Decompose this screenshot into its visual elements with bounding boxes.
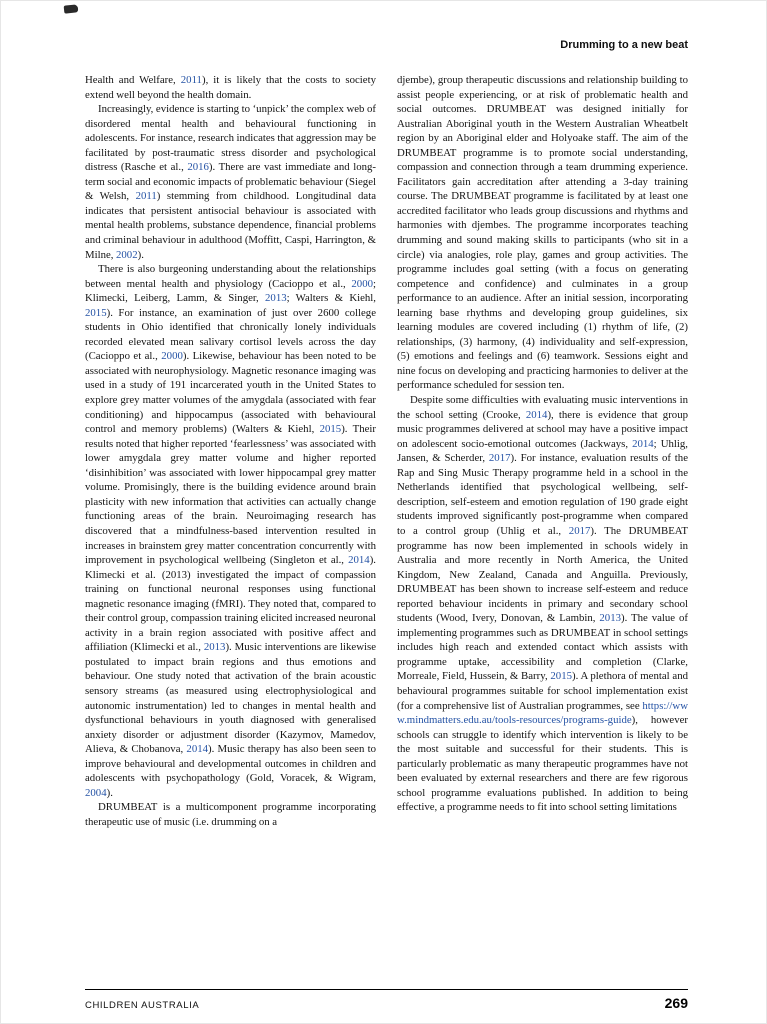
- paragraph: [85, 262, 376, 800]
- citation-link[interactable]: 2014: [525, 408, 548, 421]
- body-text: ). The value of implementing programmes such as DRUMBEAT in school settings includes high reach and extended contact which assists with programme uptake, accessibility and completion (Clarke, Morreale, Field, Hussein, & Barry,: [397, 612, 688, 683]
- article-body: [85, 73, 688, 829]
- body-text: ).: [137, 248, 144, 261]
- running-head: Drumming to a new beat: [560, 39, 688, 51]
- body-text: ), however schools can struggle to identify which intervention is likely to be the most suitable and successful for their students. This is particularly problematic as many therapeutic programmes have not been evaluated by external researchers and there are few rigorous school programme evaluations published. In addition to being effective, a programme needs to fit into school setting limitations: [397, 714, 688, 814]
- paragraph: [397, 393, 688, 815]
- body-text: Despite some difficulties with evaluating music interventions in the school setting (Crooke,: [397, 394, 688, 421]
- citation-link[interactable]: 2014: [186, 743, 209, 756]
- body-text: ). For instance, an examination of just over 2600 college students in Ohio identified that chronically lonely individuals recorded elevated mean salivary cortisol levels across the day (Cacioppo et al.,: [85, 306, 376, 363]
- body-text: ; Walters & Kiehl,: [286, 292, 376, 305]
- body-text: djembe), group therapeutic discussions and relationship building to assist people experiencing, or at risk of problematic health and social outcomes. DRUMBEAT was designed initially for Australian Aboriginal youth in the Western Australian Wheatbelt region by an Aboriginal elder and Holyoake staff. The aim of the DRUMBEAT programme is to promote social understanding, compassion and connection through a team drumming experience. Facilitators gain accreditation after attending a 3-day training course. The DRUMBEAT programme is facilitated by at least one accredited facilitator who leads group discussions and rhythms and harmonies with djembes. The programme incorporates teaching drumming and sound making skills to participants (who sit in a circle) via analogies, role play, games and group activities. The programme includes goal setting (with a focus on generating competence and confidence) and culminates in a group performance to an audience. After an initial session, incorporating learning base rhythms and developing group guidelines, six learning modules are covered including (1) rhythm of life, (2) relationships, (3) harmony, (4) individuality and self-expression, (5) emotions and feelings and (6) teamwork. Sessions eight and nine focus on developing and practicing harmonies to deliver at the performance scheduled for session ten.: [397, 74, 688, 392]
- citation-link[interactable]: 2013: [599, 612, 621, 625]
- citation-link[interactable]: 2017: [568, 524, 591, 537]
- body-text: ; Klimecki, Leiberg, Lamm, & Singer,: [85, 277, 376, 305]
- body-text: ). There are vast immediate and long-term social and economic impacts of problematic behaviour (Siegel & Welsh,: [85, 161, 376, 203]
- body-text: ).: [106, 786, 113, 799]
- citation-link[interactable]: 2011: [180, 74, 202, 86]
- body-text: ). A plethora of mental and behavioural programmes suitable for school implementation exist (for a comprehensive list of Australian programmes, see: [397, 670, 689, 712]
- citation-link[interactable]: 2017: [488, 452, 511, 465]
- body-text: Health and Welfare,: [85, 74, 181, 86]
- citation-link[interactable]: 2011: [135, 190, 157, 203]
- body-text: ; Uhlig, Jansen, & Scherder,: [397, 437, 688, 465]
- page-footer: [85, 989, 688, 1011]
- body-text: ), it is likely that the costs to society extend well beyond the health domain.: [85, 74, 376, 101]
- citation-link[interactable]: 2014: [632, 437, 654, 450]
- body-text: Increasingly, evidence is starting to ‘unpick’ the complex web of disordered mental health and behavioural functioning in adolescents. For instance, research indicates that aggression may be facilitated by post-traumatic stress disorder and psychological distress (Rasche et al.,: [85, 103, 377, 174]
- body-text: ), there is evidence that group music programmes delivered at school may have a positive impact on adolescent socio-emotional outcomes (Jackways,: [397, 408, 688, 450]
- url-link[interactable]: https://www.mindmatters.edu.au/tools-resources/programs-guide: [397, 699, 688, 727]
- paragraph: [85, 800, 376, 829]
- right-column: [397, 73, 688, 829]
- left-column: [85, 73, 376, 829]
- citation-link[interactable]: 2015: [319, 423, 342, 436]
- citation-link[interactable]: 2000: [161, 350, 183, 363]
- scan-artifact-mark: [64, 4, 79, 13]
- citation-link[interactable]: 2015: [85, 306, 107, 319]
- paragraph: [85, 102, 376, 262]
- body-text: ). Music therapy has also been seen to improve behavioural and developmental outcomes in children and adolescents with psychopathology (Gold, Voracek, & Wigram,: [85, 743, 376, 785]
- citation-link[interactable]: 2013: [265, 292, 287, 305]
- body-text: ). Likewise, behaviour has been noted to be associated with neurophysiology. Magnetic resonance imaging was used in a study of 191 incarcerated youth in the United States to explore grey matter volumes of the amygdala (associated with fear conditioning) and hippocampus (associated with behavioural control and memory problems) (Walters & Kiehl,: [85, 350, 376, 436]
- body-text: ). Klimecki et al. (2013) investigated the impact of compassion training on functional neuronal responses using functional magnetic resonance imaging (fMRI). They noted that, compared to their control group, compassion training elicited increased neuronal activity in a brain region associated with positive affect and affiliation (Klimecki et al.,: [85, 554, 376, 654]
- paragraph: [397, 73, 688, 393]
- citation-link[interactable]: 2015: [550, 670, 572, 683]
- page-number: 269: [664, 995, 688, 1011]
- body-text: ). Their results noted that higher reported ‘fearlessness’ was associated with lower amygdala grey matter volume and higher reported ‘disinhibition’ was associated with lower hippocampal grey matter volume. Promisingly, there is the building evidence around brain plasticity with new information that activities can actually change functioning areas of the brain. Neuroimaging research has discovered that a mindfulness-based intervention resulted in increases in brainstem grey matter concentration concurrently with improvement in psychological wellbeing (Singleton et al.,: [85, 423, 377, 567]
- body-text: DRUMBEAT is a multicomponent programme incorporating therapeutic use of music (i.e. drumming on a: [85, 801, 376, 828]
- body-text: There is also burgeoning understanding about the relationships between mental health and physiology (Cacioppo et al.,: [85, 263, 376, 290]
- body-text: ) stemming from childhood. Longitudinal data indicates that persistent antisocial behaviour is associated with mental health problems, substance dependence, financial problems and criminal behaviour in adulthood (Moffitt, Caspi, Harrington, & Milne,: [85, 190, 377, 261]
- citation-link[interactable]: 2002: [116, 248, 138, 261]
- citation-link[interactable]: 2016: [187, 161, 209, 174]
- paragraph: [85, 73, 376, 102]
- body-text: ). For instance, evaluation results of the Rap and Sing Music Therapy programme held in a school in the Netherlands identified that psychological wellbeing, self-description, self-esteem and emotion regulation of 190 grade eight students improved significantly post-programme when compared to a control group (Uhlig et al.,: [397, 452, 688, 537]
- citation-link[interactable]: 2013: [203, 641, 226, 654]
- citation-link[interactable]: 2000: [351, 277, 373, 290]
- citation-link[interactable]: 2014: [348, 554, 370, 567]
- journal-name: CHILDREN AUSTRALIA: [85, 1000, 200, 1011]
- body-text: ). The DRUMBEAT programme has now been implemented in schools widely in Australia and more recently in North America, the United Kingdom, New Zealand, Canada and Anguilla. Previously, DRUMBEAT has been shown to increase self-esteem and reduce reported behaviour incidents in primary and secondary school students (Wood, Ivery, Donovan, & Lambin,: [397, 524, 688, 625]
- body-text: ). Music interventions are likewise postulated to impact brain regions and thus emotions and behaviour. One study noted that activation of the brain acoustic sensory streams (as measured using electrophysiological and autonomic instrumentation) led to changes in mental health and dysfunctional behaviours in youth diagnosed with generalised anxiety disorder or adjustment disorder (Kazymov, Mamedov, Alieva, & Chobanova,: [85, 641, 376, 756]
- citation-link[interactable]: 2004: [85, 786, 107, 799]
